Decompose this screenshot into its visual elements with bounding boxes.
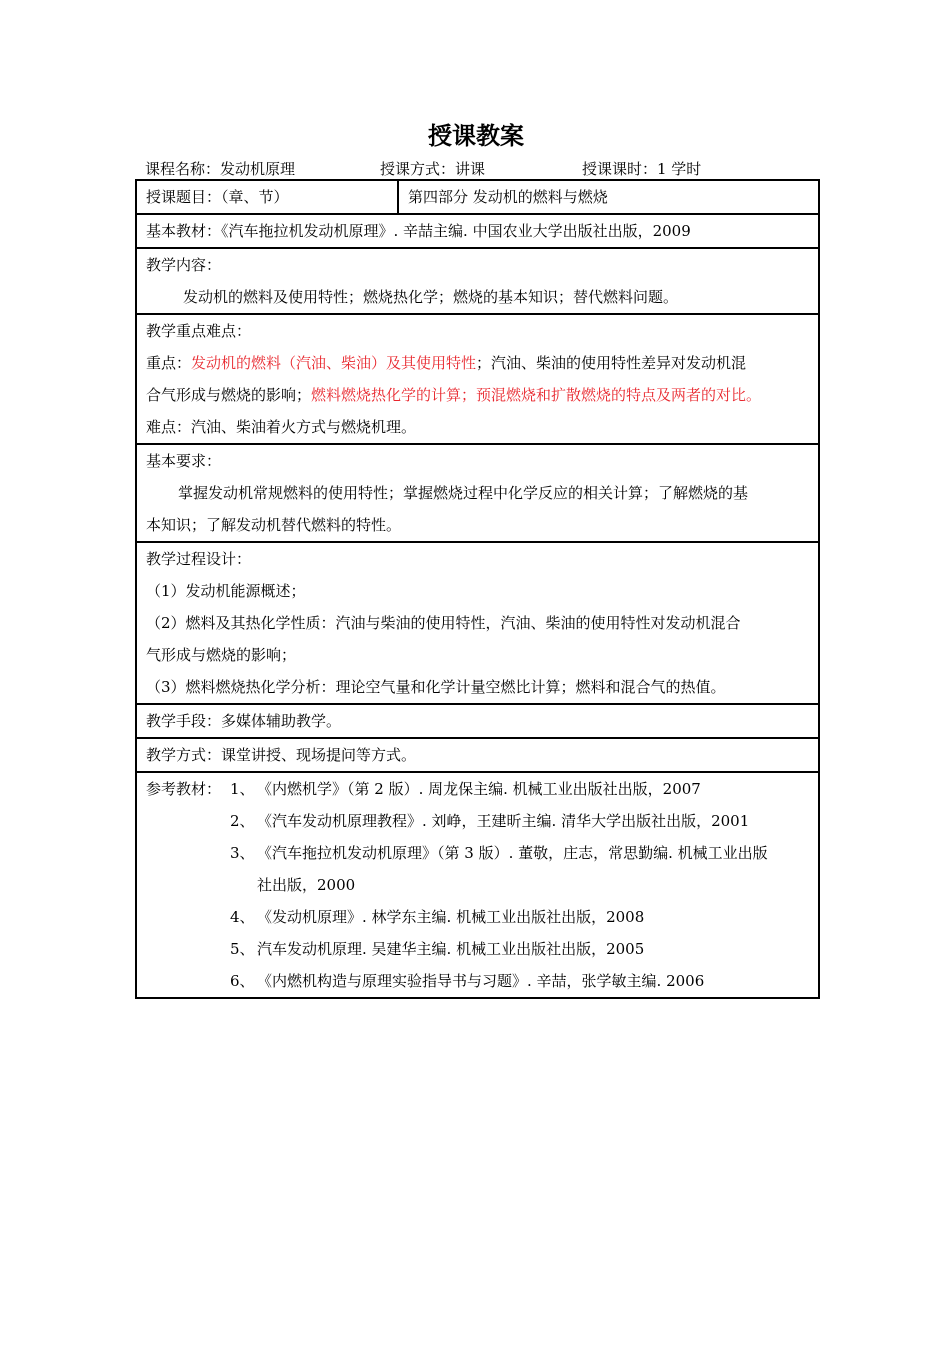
key-points-row	[136, 314, 819, 444]
key-point-highlight-1: 发动机的燃料（汽油、柴油）及其使用特性	[191, 354, 477, 372]
reference-item: 5、 汽车发动机原理. 吴建华主编. 机械工业出版社出版，2005	[230, 940, 645, 958]
reference-item: 3、 《汽车拖拉机发动机原理》（第 3 版）. 董敬，庄志，常思勤编. 机械工业出版	[230, 844, 768, 862]
key-points-label: 教学重点难点：	[146, 322, 252, 340]
reference-item: 2、 《汽车发动机原理教程》. 刘峥，王建昕主编. 清华大学出版社出版，2001	[230, 812, 750, 830]
process-label: 教学过程设计：	[146, 550, 252, 568]
difficult-points: 难点：汽油、柴油着火方式与燃烧机理。	[146, 418, 417, 436]
key-points-cell	[136, 314, 819, 444]
textbook-cell: 基本教材：《汽车拖拉机发动机原理》. 辛喆主编. 中国农业大学出版社出版，2009	[136, 214, 819, 248]
reference-item: 4、 《发动机原理》. 林学东主编. 机械工业出版社出版，2008	[230, 908, 645, 926]
content-cell	[136, 248, 819, 314]
topic-value: 第四部分 发动机的燃料与燃烧	[398, 180, 819, 214]
teaching-method-header: 授课方式：讲课	[380, 160, 486, 178]
means-cell: 教学手段：多媒体辅助教学。	[136, 704, 819, 738]
key-points-line2: 合气形成与燃烧的影响；燃料燃烧热化学的计算；预混燃烧和扩散燃烧的特点及两者的对比。	[146, 386, 762, 404]
requirements-cell	[136, 444, 819, 542]
topic-label: 授课题目：（章、节）	[136, 180, 398, 214]
key-point-highlight-2: 燃料燃烧热化学的计算；预混燃烧和扩散燃烧的特点及两者的对比。	[311, 386, 762, 404]
key-points-line1: 重点：发动机的燃料（汽油、柴油）及其使用特性；汽油、柴油的使用特性差异对发动机混	[146, 354, 747, 372]
process-item-2-cont: 气形成与燃烧的影响；	[146, 646, 297, 664]
content-text: 发动机的燃料及使用特性；燃烧热化学；燃烧的基本知识；替代燃料问题。	[183, 288, 679, 306]
class-hours: 授课课时：1 学时	[582, 160, 702, 178]
method-cell: 教学方式：课堂讲授、现场提问等方式。	[136, 738, 819, 772]
requirements-line1: 掌握发动机常规燃料的使用特性；掌握燃烧过程中化学反应的相关计算；了解燃烧的基	[178, 484, 749, 502]
textbook-row	[136, 214, 819, 248]
reference-item: 参考教材： 1、 《内燃机学》（第 2 版）. 周龙保主编. 机械工业出版社出版，2007	[146, 773, 809, 805]
document-title: 授课教案	[428, 122, 524, 150]
process-item-1: （1）发动机能源概述；	[146, 582, 306, 600]
references-row	[136, 772, 819, 998]
means-row	[136, 704, 819, 738]
process-item-2: （2）燃料及其热化学性质：汽油与柴油的使用特性，汽油、柴油的使用特性对发动机混合	[146, 614, 741, 632]
requirements-label: 基本要求：	[146, 452, 222, 470]
method-row	[136, 738, 819, 772]
reference-item-cont: 社出版，2000	[257, 876, 356, 894]
content-label: 教学内容：	[146, 256, 222, 274]
content-row	[136, 248, 819, 314]
references-cell	[136, 772, 819, 998]
reference-item: 6、 《内燃机构造与原理实验指导书与习题》. 辛喆，张学敏主编. 2006	[230, 972, 705, 990]
process-cell	[136, 542, 819, 704]
process-item-3: （3）燃料燃烧热化学分析：理论空气量和化学计量空燃比计算；燃料和混合气的热值。	[146, 678, 726, 696]
process-row	[136, 542, 819, 704]
requirements-line2: 本知识；了解发动机替代燃料的特性。	[146, 516, 402, 534]
topic-row	[136, 180, 819, 214]
requirements-row	[136, 444, 819, 542]
course-name: 课程名称：发动机原理	[145, 160, 296, 178]
references-label: 参考教材：	[146, 780, 222, 798]
lesson-plan-table	[135, 179, 820, 999]
